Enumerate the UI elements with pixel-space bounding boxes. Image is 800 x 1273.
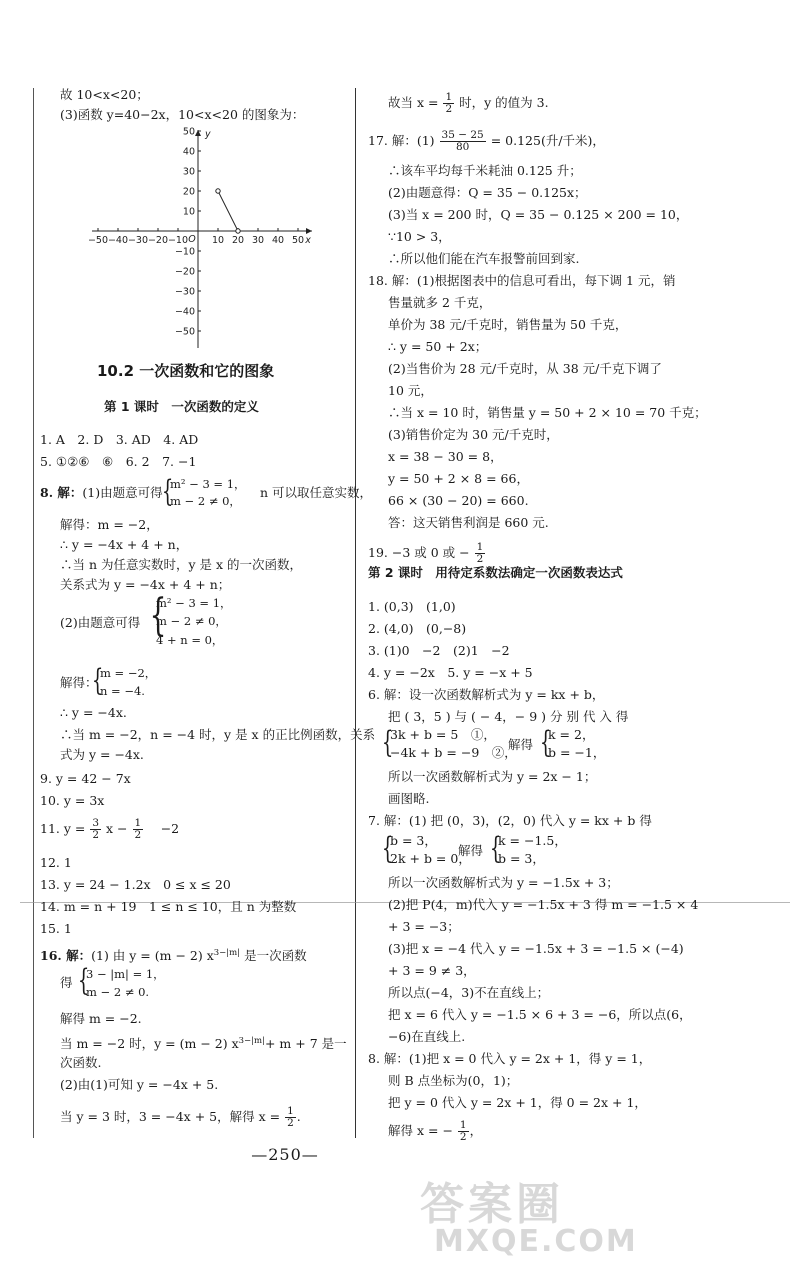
- brace: {: [91, 663, 104, 698]
- numerator: 1: [287, 1105, 294, 1117]
- text-line: x = 38 − 30 = 8，: [388, 449, 503, 464]
- y-tick-label: 30: [182, 166, 195, 178]
- text-line: ∴ y = 50 + 2x；: [388, 339, 488, 354]
- y-tick-label: −50: [174, 326, 195, 338]
- numerator: 35 − 25: [441, 129, 484, 141]
- text-line: 所以一次函数解析式为 y = 2x − 1；: [388, 769, 597, 784]
- y-tick-label: −10: [174, 246, 195, 258]
- text-span: 19. −3 或 0 或 −: [368, 545, 470, 560]
- text-line: 所以一次函数解析式为 y = −1.5x + 3；: [388, 875, 619, 890]
- lesson-title: 第 2 课时 用待定系数法确定一次函数表达式: [368, 565, 623, 580]
- text-line: ∴ y = −4x.: [60, 705, 127, 720]
- text-line: (2)由(1)可知 y = −4x + 5.: [60, 1077, 219, 1092]
- text-span: 解得 x = −: [388, 1123, 453, 1138]
- text-span: 当 y = 3 时，3 = −4x + 5，解得 x =: [60, 1109, 281, 1124]
- equation: b = 3，: [390, 833, 437, 848]
- y-tick-label: 40: [182, 146, 195, 158]
- fraction: [458, 1120, 469, 1143]
- text-line: 式为 y = −4x.: [60, 747, 144, 762]
- text-line: 10 元，: [388, 383, 433, 398]
- text-line: [60, 1106, 301, 1129]
- solution-label: 8. 解：: [40, 485, 83, 500]
- text-line: (2)把 P(4，m)代入 y = −1.5x + 3 得 m = −1.5 × 4: [388, 897, 699, 912]
- text-span: 时，y 的值为 3.: [459, 95, 549, 110]
- text-line: 得: [60, 975, 73, 990]
- text-line: ∴该车平均每千米耗油 0.125 升；: [388, 163, 582, 178]
- equation: n = −4.: [100, 684, 145, 698]
- text-span: x −: [106, 821, 128, 836]
- text-span: + m + 7 是一: [264, 1036, 347, 1052]
- text-line: (2)当售价为 28 元/千克时，从 38 元/千克下调了: [388, 361, 662, 376]
- text-line: 7. 解：(1) 把 (0，3)，(2，0) 代入 y = kx + b 得: [368, 813, 652, 828]
- x-tick-label: 50: [291, 235, 305, 246]
- text-line: 66 × (30 − 20) = 660.: [388, 493, 529, 508]
- brace: {: [489, 831, 502, 866]
- equation: 4 + n = 0，: [156, 633, 224, 647]
- equation: b = −1，: [548, 745, 606, 760]
- text-line: (2)由题意得：Q = 35 − 0.125x；: [388, 185, 587, 200]
- numerator: 1: [476, 541, 484, 553]
- x-tick-label: 30: [251, 235, 265, 246]
- x-axis-label: x: [305, 235, 311, 246]
- text-line: 把 ( 3，5 ) 与 ( − 4，− 9 ) 分 别 代 入 得: [388, 709, 629, 724]
- text-line: 解得: [458, 843, 484, 858]
- text-line: 售量就多 2 千克，: [388, 295, 492, 310]
- text-line: [388, 1120, 482, 1143]
- text-span: (1)由题意可得: [82, 485, 163, 500]
- denominator: 2: [134, 829, 142, 841]
- text-span: (1) 由 y = (m − 2) x: [91, 948, 214, 964]
- brace: {: [539, 725, 552, 760]
- page-number: —250—: [251, 1145, 319, 1164]
- numerator: 3: [92, 817, 100, 829]
- text-span: 故当 x =: [388, 95, 439, 110]
- brace: {: [77, 963, 90, 998]
- text-line: 解得：m = −2，: [60, 517, 159, 532]
- brace: {: [161, 474, 174, 509]
- y-axis-label: y: [205, 129, 211, 140]
- text-line: 8. 解：(1)把 x = 0 代入 y = 2x + 1，得 y = 1，: [368, 1051, 652, 1066]
- x-tick-label: −20: [147, 235, 169, 246]
- fraction: [475, 542, 486, 565]
- answer-line: 5. ①②⑥ ⑥ 6. 2 7. −1: [40, 454, 197, 469]
- equation: 3k + b = 5 ①，: [390, 727, 496, 742]
- text-line: ∴当 n 为任意实数时，y 是 x 的一次函数，: [60, 557, 303, 572]
- text-line: 画图略.: [388, 791, 430, 806]
- numerator: 1: [445, 91, 453, 103]
- text-line: + 3 = 9 ≠ 3，: [388, 963, 476, 978]
- denominator: 2: [92, 829, 100, 841]
- text-line: 解得 m = −2.: [60, 1011, 142, 1026]
- text-line: 答：这天销售利润是 660 元.: [388, 515, 549, 530]
- text-line: ∵10 > 3，: [388, 229, 451, 244]
- text-line: 6. 解：设一次函数解析式为 y = kx + b，: [368, 687, 605, 702]
- numerator: 1: [459, 1119, 467, 1131]
- x-tick-label: 20: [231, 235, 245, 246]
- text-line: (3)把 x = −4 代入 y = −1.5x + 3 = −1.5 × (−4): [388, 941, 684, 956]
- text-line: ∴ y = −4x + 4 + n，: [60, 537, 189, 552]
- answer-line: 15. 1: [40, 921, 72, 936]
- origin-label: O: [188, 234, 196, 245]
- fraction: [443, 92, 454, 115]
- equation: m − 2 ≠ 0，: [170, 494, 241, 508]
- equation: m = −2，: [100, 666, 157, 680]
- y-tick-label: 50: [182, 126, 195, 138]
- x-axis-arrow: [306, 228, 312, 234]
- y-tick-label: −40: [174, 306, 195, 318]
- fraction: [133, 818, 144, 841]
- denominator: 80: [455, 141, 470, 153]
- answer-line: [40, 818, 179, 841]
- equation: m² − 3 = 1，: [170, 477, 246, 491]
- text-line: y = 50 + 2 × 8 = 66，: [388, 471, 529, 486]
- text-line: [60, 1032, 347, 1053]
- text-span: .: [296, 1109, 301, 1124]
- brace: {: [381, 725, 394, 760]
- brace: {: [149, 590, 167, 641]
- equation: 2k + b = 0，: [390, 851, 471, 866]
- text-span: = 0.125(升/千米)，: [490, 133, 605, 148]
- text-line: (3)销售价定为 30 元/千克时，: [388, 427, 559, 442]
- text-line: 单价为 38 元/千克时，销售量为 50 千克，: [388, 317, 628, 332]
- question-16-part1: [40, 944, 307, 965]
- equation: −4k + b = −9 ②，: [390, 745, 517, 760]
- text-line: [368, 130, 605, 153]
- answer-line: 12. 1: [40, 855, 72, 870]
- text-span: 17. 解：(1): [368, 133, 435, 148]
- y-tick-label: −20: [174, 266, 195, 278]
- lesson-title: 第 1 课时 一次函数的定义: [104, 399, 259, 414]
- function-segment: [218, 191, 238, 231]
- text-line: 把 x = 6 代入 y = −1.5 × 6 + 3 = −6，所以点(6，: [388, 1007, 692, 1022]
- x-tick-label: −10: [167, 235, 189, 246]
- text-line: 解得: [508, 737, 534, 752]
- numerator: 1: [134, 817, 142, 829]
- open-endpoint: [236, 229, 240, 233]
- answer-line: 14. m = n + 19 1 ≤ n ≤ 10，且 n 为整数: [40, 899, 297, 914]
- exponent: 3−|m|: [213, 948, 241, 958]
- equation: k = −1.5，: [498, 833, 567, 848]
- denominator: 2: [287, 1117, 294, 1129]
- text-line: (3)当 x = 200 时，Q = 35 − 0.125 × 200 = 10，: [388, 207, 689, 222]
- equation: m − 2 ≠ 0，: [156, 614, 227, 628]
- answer-line: 4. y = −2x 5. y = −x + 5: [368, 665, 533, 680]
- text-line: 把 y = 0 代入 y = 2x + 1，得 0 = 2x + 1，: [388, 1095, 647, 1110]
- text-line: 次函数.: [60, 1055, 102, 1070]
- equation: m² − 3 = 1，: [156, 596, 232, 610]
- text-line: [388, 92, 549, 115]
- y-tick-label: 20: [182, 186, 195, 198]
- text-line: (3)函数 y=40−2x，10<x<20 的图象为：: [60, 107, 305, 122]
- answer-line: 2. (4,0) (0,−8): [368, 621, 467, 636]
- answer-line: [368, 542, 486, 565]
- y-tick-label: 10: [182, 206, 195, 218]
- answer-line: 9. y = 42 − 7x: [40, 771, 131, 786]
- exponent: 3−|m|: [238, 1036, 265, 1046]
- section-title: 10.2 一次函数和它的图象: [97, 362, 275, 380]
- text-line: ∴当 x = 10 时，销售量 y = 50 + 2 × 10 = 70 千克；: [388, 405, 707, 420]
- text-span: 11. y =: [40, 821, 86, 836]
- open-endpoint: [216, 189, 220, 193]
- text-line: + 3 = −3；: [388, 919, 460, 934]
- function-graph: [87, 126, 322, 351]
- answer-line: 13. y = 24 − 1.2x 0 ≤ x ≤ 20: [40, 877, 231, 892]
- text-line: (2)由题意可得: [60, 615, 141, 630]
- solution-label: 16. 解：: [40, 948, 92, 964]
- watermark-url: MXQE.COM: [434, 1224, 638, 1259]
- text-line: n 可以取任意实数，: [260, 485, 373, 500]
- denominator: 2: [445, 103, 453, 115]
- text-line: ∴当 m = −2，n = −4 时，y 是 x 的正比例函数，关系: [60, 727, 376, 742]
- fraction: [285, 1106, 296, 1129]
- equation: m − 2 ≠ 0.: [86, 985, 150, 999]
- x-tick-label: −40: [107, 235, 129, 246]
- text-line: 18. 解：(1)根据图表中的信息可看出，每下调 1 元，销: [368, 273, 676, 288]
- column-divider: [355, 88, 356, 1138]
- text-span: 当 m = −2 时，y = (m − 2) x: [60, 1036, 239, 1052]
- answer-line: 1. A 2. D 3. AD 4. AD: [40, 432, 199, 447]
- text-line: 则 B 点坐标为(0，1)；: [388, 1073, 519, 1088]
- left-margin-rule: [33, 88, 34, 1138]
- x-tick-label: 40: [271, 235, 285, 246]
- watermark: [420, 1168, 790, 1268]
- text-line: 故 10<x<20；: [60, 87, 149, 102]
- denominator: 2: [476, 553, 484, 565]
- x-tick-label: −30: [127, 235, 149, 246]
- equation: 3 − |m| = 1，: [86, 967, 165, 981]
- fraction: [90, 818, 101, 841]
- text-span: 是一次函数: [244, 948, 307, 964]
- text-line: ∴所以他们能在汽车报警前回到家.: [388, 251, 580, 266]
- x-tick-label: −50: [87, 235, 109, 246]
- y-tick-label: −30: [174, 286, 195, 298]
- text-line: 所以点(−4，3)不在直线上；: [388, 985, 550, 1000]
- x-tick-label: 10: [211, 235, 225, 246]
- answer-line: 3. (1)0 −2 (2)1 −2: [368, 643, 510, 658]
- answer-line: 10. y = 3x: [40, 793, 105, 808]
- watermark-logo-text: 答案圈: [420, 1179, 564, 1230]
- text-line: −6)在直线上.: [388, 1029, 466, 1044]
- equation: k = 2，: [548, 727, 595, 742]
- denominator: 2: [459, 1131, 467, 1143]
- fraction: [440, 130, 486, 153]
- brace: {: [381, 831, 394, 866]
- text-line: 关系式为 y = −4x + 4 + n；: [60, 577, 231, 592]
- text-line: 解得：: [60, 675, 98, 690]
- equation: b = 3，: [498, 851, 545, 866]
- text-span: −2: [148, 821, 180, 836]
- answer-line: 1. (0,3) (1,0): [368, 599, 456, 614]
- text-span: ，: [469, 1123, 483, 1138]
- question-8-part1: [40, 484, 163, 502]
